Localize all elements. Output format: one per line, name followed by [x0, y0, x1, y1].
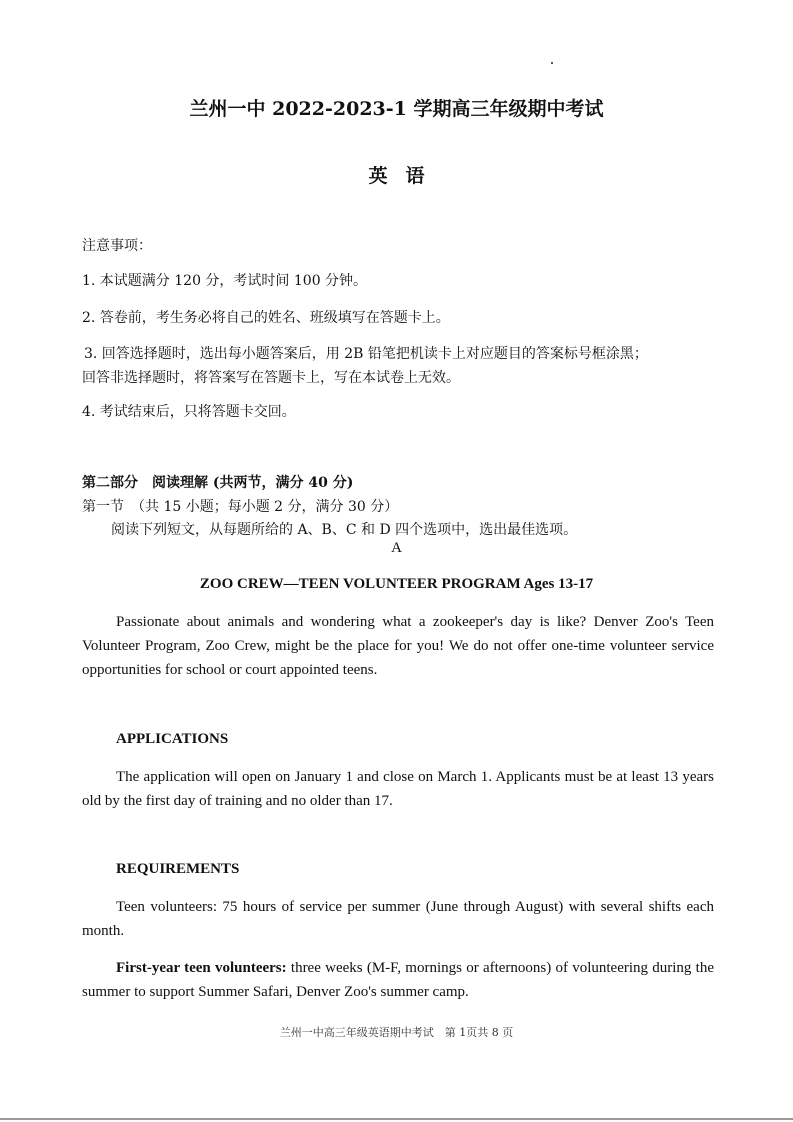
first-year-text: three weeks (M-F, mornings or afternoons) of volunteering during the summer to support Summer Safari, Denver Zoo's summer camp. [82, 960, 714, 1000]
page-bottom-edge [0, 1118, 793, 1120]
requirements-text: Teen volunteers: 75 hours of service per summer (June through August) with several shifts each month. [82, 899, 714, 939]
page-footer [0, 1024, 793, 1040]
requirements-heading: REQUIREMENTS [116, 861, 240, 877]
footer-total-pages: 8 [491, 1026, 499, 1039]
footer-middle: 页共 [466, 1026, 492, 1039]
note-item-3-cont: 回答非选择题时，将答案写在答题卡上，写在本试卷上无效。 [82, 370, 460, 386]
footer-page-number: 1 [459, 1026, 467, 1039]
footer-suffix: 页 [498, 1026, 514, 1039]
first-year-paragraph [82, 956, 714, 1004]
stray-dot [551, 62, 553, 64]
note-item-2: 2. 答卷前，考生务必将自己的姓名、班级填写在答题卡上。 [82, 310, 450, 326]
subsection-heading: 第一节 （共 15 小题；每小题 2 分，满分 30 分） [82, 499, 399, 515]
footer-prefix: 兰州一中高三年级英语期中考试 第 [279, 1026, 460, 1039]
part-heading: 第二部分 阅读理解 (共两节，满分 40 分) [82, 475, 354, 491]
note-item-4: 4. 考试结束后，只将答题卡交回。 [82, 404, 296, 420]
note-item-3: 3. 回答选择题时，选出每小题答案后，用 2B 铅笔把机读卡上对应题目的答案标号框涂黑； [84, 346, 648, 362]
passage-label: A [391, 540, 402, 556]
notes-heading: 注意事项： [82, 238, 152, 254]
note-item-1: 1. 本试题满分 120 分，考试时间 100 分钟。 [82, 273, 368, 289]
first-year-label: First-year teen volunteers: [116, 960, 287, 976]
applications-heading: APPLICATIONS [116, 731, 229, 747]
passage-title: ZOO CREW—TEEN VOLUNTEER PROGRAM Ages 13-17 [199, 576, 594, 592]
subject-title: 英语 [368, 165, 443, 187]
applications-text: The application will open on January 1 and close on March 1. Applicants must be at least 13 years old by the first day of training and no older than 17. [82, 769, 714, 809]
instruction-text: 阅读下列短文，从每题所给的 A、B、C 和 D 四个选项中，选出最佳选项。 [111, 522, 578, 538]
exam-title: 兰州一中 2022-2023-1 学期高三年级期中考试 [189, 98, 604, 120]
passage-intro: Passionate about animals and wondering what a zookeeper's day is like? Denver Zoo's Teen Volunteer Program, Zoo Crew, might be the place for you! We do not offer one-time volunteer service opportunities for school or court appointed teens. [82, 614, 714, 678]
